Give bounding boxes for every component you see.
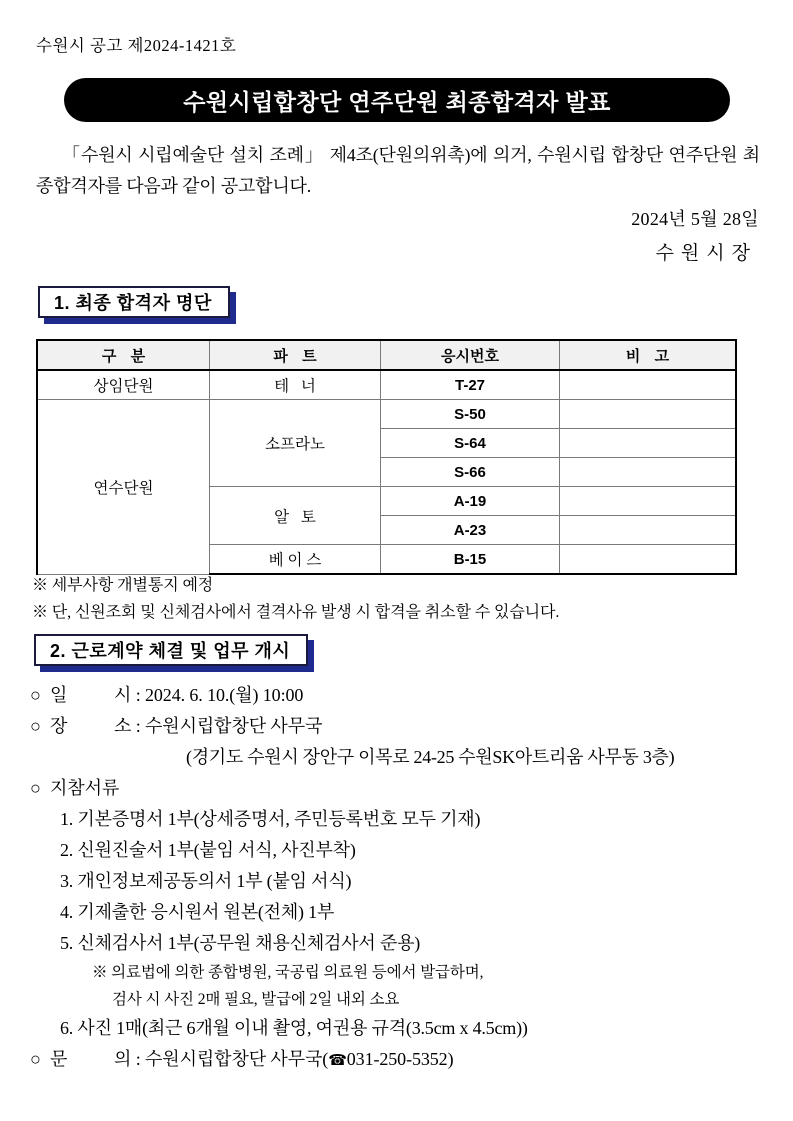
datetime-value: : 2024. 6. 10.(월) 10:00 — [135, 685, 304, 705]
page-title — [64, 78, 730, 122]
datetime-label: 일 — [50, 685, 68, 705]
medical-note-line-1: ※ 의료법에 의한 종합병원, 국공립 의료원 등에서 발급하며, — [92, 964, 484, 981]
documents-label: 지참서류 — [50, 778, 120, 798]
table-body — [37, 370, 736, 574]
contact-phone-number: 031-250-5352 — [346, 1049, 448, 1069]
section-heading-2 — [34, 634, 308, 666]
cell-exam-number: S-64 — [381, 429, 560, 458]
cell-division: 연수단원 — [37, 400, 210, 575]
cell-part: 알 토 — [210, 487, 381, 545]
documents-heading-row — [30, 773, 770, 804]
table-header — [37, 340, 736, 370]
announcement-number: 수원시 공고 제2024-1421호 — [36, 36, 237, 55]
medical-note-line-2: 검사 시 사진 2매 필요, 발급에 2일 내외 소요 — [112, 991, 400, 1008]
bullet-icon: ○ — [30, 685, 41, 705]
document-item-3: 3. 개인정보제공동의서 1부 (붙임 서식) — [60, 871, 352, 891]
table-note-1: ※ 세부사항 개별통지 예정 — [32, 577, 214, 594]
place-label: 장 — [50, 716, 68, 736]
cell-exam-number: S-50 — [381, 400, 560, 429]
venue-address: (경기도 수원시 장안구 이목로 24-25 수원SK아트리움 사무동 3층) — [186, 747, 675, 767]
section-heading-2-text: 2. 근로계약 체결 및 업무 개시 — [50, 640, 291, 661]
contract-datetime-row — [30, 680, 770, 711]
cell-division: 상임단원 — [37, 370, 210, 400]
contact-value-suffix: ) — [447, 1049, 454, 1069]
telephone-icon: ☎ — [328, 1051, 347, 1069]
contact-row — [30, 1044, 770, 1076]
place-label-2: 소 — [114, 716, 132, 736]
cell-exam-number: A-23 — [381, 516, 560, 545]
cell-part: 테 너 — [210, 370, 381, 400]
section-heading-1-text: 1. 최종 합격자 명단 — [54, 292, 212, 313]
document-item-4: 4. 기제출한 응시원서 원본(전체) 1부 — [60, 902, 335, 922]
cell-part: 소프라노 — [210, 400, 381, 487]
column-header-division: 구 분 — [37, 340, 210, 370]
bullet-icon: ○ — [30, 716, 41, 736]
table-header-row — [37, 340, 736, 370]
table-row — [37, 400, 736, 429]
table-note-2: ※ 단, 신원조회 및 신체검사에서 결격사유 발생 시 합격을 취소할 수 있습니다. — [32, 604, 560, 621]
document-item-6: 6. 사진 1매(최근 6개월 이내 촬영, 여권용 규격(3.5cm x 4.5cm)) — [60, 1018, 528, 1038]
contract-place-row — [30, 711, 770, 742]
section-heading-1 — [38, 286, 230, 318]
table-notes — [32, 572, 559, 626]
document-item-1: 1. 기본증명서 1부(상세증명서, 주민등록번호 모두 기재) — [60, 809, 481, 829]
cell-remark — [560, 487, 737, 516]
cell-exam-number: B-15 — [381, 545, 560, 575]
column-header-part: 파 트 — [210, 340, 381, 370]
cell-exam-number: A-19 — [381, 487, 560, 516]
contact-label: 문 — [50, 1049, 68, 1069]
section-2-body — [30, 680, 770, 1076]
cell-remark — [560, 400, 737, 429]
cell-exam-number: S-66 — [381, 458, 560, 487]
column-header-remark: 비 고 — [560, 340, 737, 370]
announcement-date: 2024년 5월 28일 — [631, 209, 759, 229]
cell-exam-number: T-27 — [381, 370, 560, 400]
contact-value-prefix: : 수원시립합창단 사무국( — [135, 1049, 329, 1069]
place-value: : 수원시립합창단 사무국 — [135, 716, 323, 736]
signer-name: 수원시장 — [655, 243, 757, 264]
cell-remark — [560, 429, 737, 458]
bullet-icon: ○ — [30, 778, 41, 798]
cell-remark — [560, 370, 737, 400]
table-row — [37, 370, 736, 400]
final-passers-table — [36, 339, 737, 575]
column-header-exam-number: 응시번호 — [381, 340, 560, 370]
intro-paragraph: 「수원시 시립예술단 설치 조례」 제4조(단원의위촉)에 의거, 수원시립 합창단 연주단원 최종합격자를 다음과 같이 공고합니다. — [36, 145, 760, 196]
document-item-5: 5. 신체검사서 1부(공무원 채용신체검사서 준용) — [60, 933, 421, 953]
cell-part: 베 이 스 — [210, 545, 381, 575]
document-item-2: 2. 신원진술서 1부(붙임 서식, 사진부착) — [60, 840, 356, 860]
page-title-text: 수원시립합창단 연주단원 최종합격자 발표 — [183, 88, 611, 115]
datetime-label-2: 시 — [114, 685, 132, 705]
cell-remark — [560, 545, 737, 575]
bullet-icon: ○ — [30, 1049, 41, 1069]
cell-remark — [560, 516, 737, 545]
contact-label-2: 의 — [114, 1049, 132, 1069]
cell-remark — [560, 458, 737, 487]
